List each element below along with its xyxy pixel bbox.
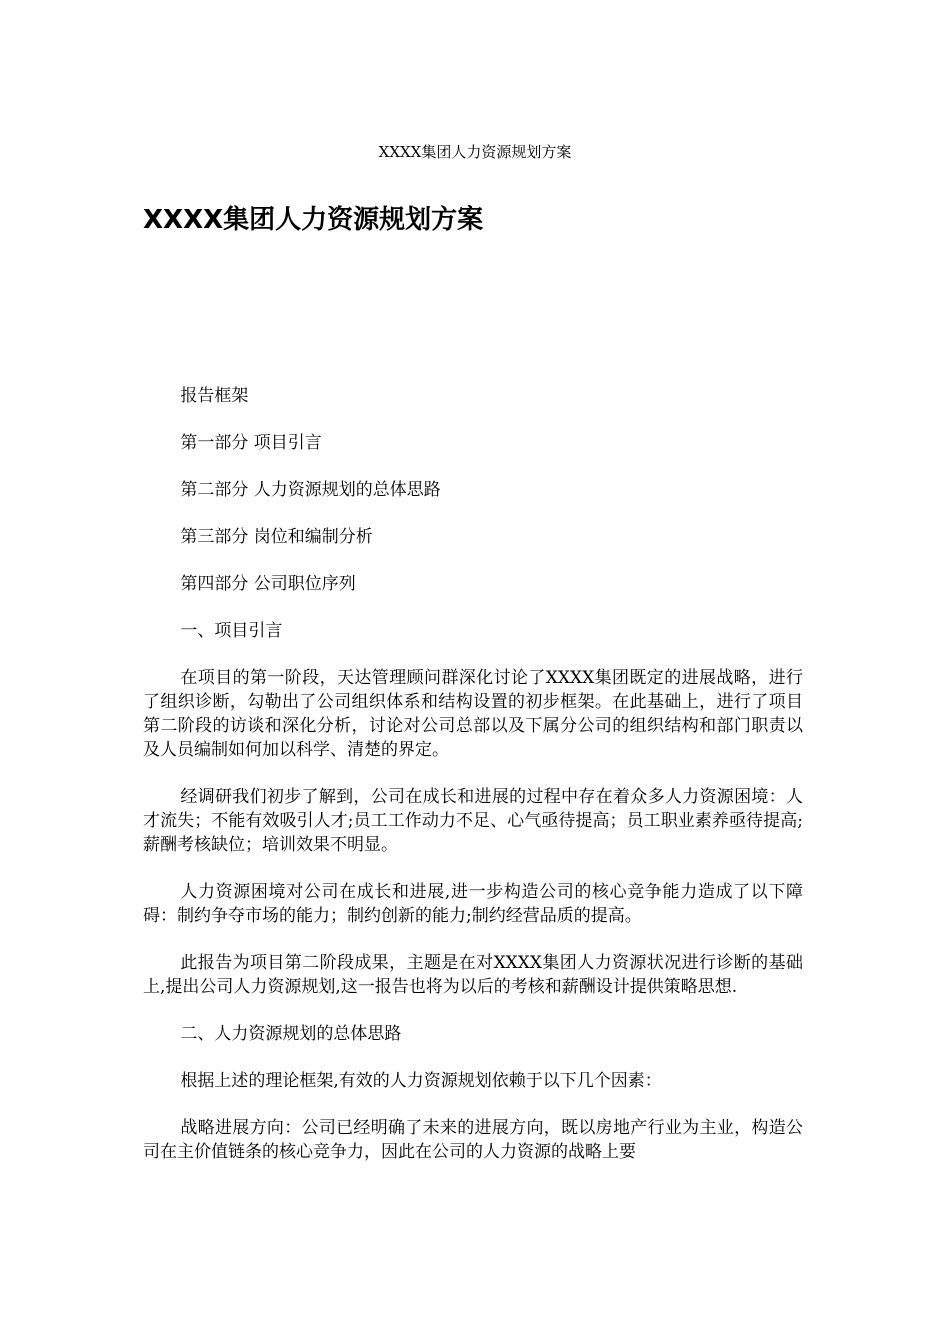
running-header: XXXX集团人力资源规划方案 bbox=[378, 143, 572, 161]
toc-item-part-4: 第四部分 公司职位序列 bbox=[180, 574, 356, 594]
document-title: XXXX集团人力资源规划方案 bbox=[143, 205, 484, 235]
toc-item-part-2: 第二部分 人力资源规划的总体思路 bbox=[180, 480, 441, 500]
document-body bbox=[143, 384, 803, 1187]
section-1-paragraph: 在项目的第一阶段，天达管理顾问群深化讨论了XXXX集团既定的进展战略，进行了组织诊断，勾勒出了公司组织体系和结构设置的初步框架。在此基础上，进行了项目第二阶段的访谈和深化分析，讨论对公司总部以及下属分公司的组织结构和部门职责以及人员编制如何加以科学、清楚的界定。 bbox=[143, 668, 803, 760]
toc-item-part-3: 第三部分 岗位和编制分析 bbox=[180, 527, 373, 547]
section-2-paragraph: 根据上述的理论框架,有效的人力资源规划依赖于以下几个因素： bbox=[180, 1071, 662, 1091]
section-1-paragraph: 人力资源困境对公司在成长和进展,进一步构造公司的核心竞争能力造成了以下障碍：制约争夺市场的能力；制约创新的能力;制约经营品质的提高。 bbox=[143, 882, 803, 926]
section-2-heading: 二、人力资源规划的总体思路 bbox=[180, 1024, 402, 1044]
toc-heading: 报告框架 bbox=[180, 386, 249, 406]
section-2-paragraph: 战略进展方向：公司已经明确了未来的进展方向，既以房地产行业为主业，构造公司在主价值链条的核心竞争力，因此在公司的人力资源的战略上要 bbox=[143, 1118, 803, 1162]
section-1-paragraph: 此报告为项目第二阶段成果，主题是在对XXXX集团人力资源状况进行诊断的基础上,提出公司人力资源规划,这一报告也将为以后的考核和薪酬设计提供策略思想. bbox=[143, 953, 803, 997]
section-1-heading: 一、项目引言 bbox=[180, 621, 283, 641]
toc-item-part-1: 第一部分 项目引言 bbox=[180, 433, 322, 453]
section-1-paragraph: 经调研我们初步了解到，公司在成长和进展的过程中存在着众多人力资源困境：人才流失；不能有效吸引人才;员工工作动力不足、心气亟待提高；员工职业素养亟待提高;薪酬考核缺位；培训效果不明显。 bbox=[143, 787, 803, 855]
